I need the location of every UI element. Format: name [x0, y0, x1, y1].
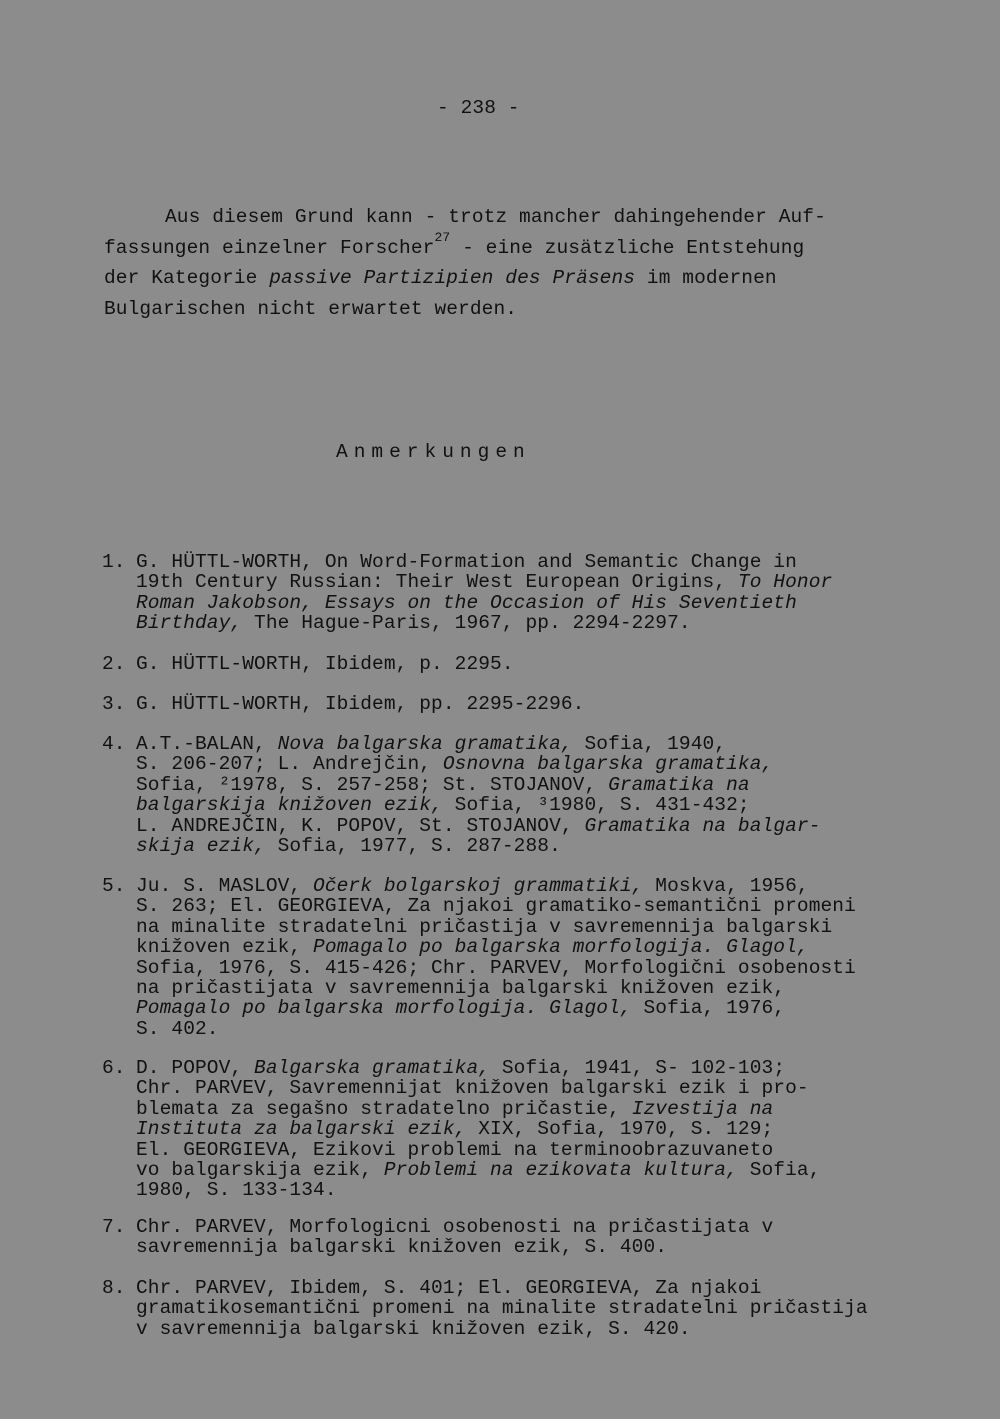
- footnote-line: [136, 593, 797, 613]
- footnote-line: [136, 572, 832, 592]
- footnote-number: 6.: [102, 1057, 126, 1079]
- paragraph-text: der Kategorie: [104, 267, 270, 289]
- footnote-text: 19th Century Russian: Their West European Origins,: [136, 571, 738, 594]
- footnote-text: S. 402.: [136, 1017, 219, 1040]
- paragraph-line-3: [104, 268, 777, 288]
- notes-heading: Anmerkungen: [336, 441, 531, 463]
- footnote-line: [136, 836, 561, 856]
- footnote-italic-title: Pomagalo po balgarska morfologija. Glagol,: [136, 997, 632, 1020]
- footnote-line: [136, 958, 856, 978]
- footnote-line: [136, 1237, 667, 1257]
- footnote-text: gramatikosemantični promeni na minalite stradatelni pričastija: [136, 1297, 868, 1320]
- footnote-line: [136, 978, 785, 998]
- footnote-text: v savremennija balgarski knižoven ezik, S. 420.: [136, 1317, 691, 1340]
- footnote-text: A.T.-BALAN,: [136, 733, 278, 755]
- footnote-number: 8.: [102, 1277, 126, 1299]
- footnote-line: [136, 1140, 773, 1160]
- footnote-number: 3.: [102, 693, 126, 715]
- footnote-line: [136, 1217, 773, 1237]
- footnote-ref-27: 27: [434, 230, 451, 245]
- footnote-text: S. 263; El. GEORGIEVA, Za njakoi gramatiko-semantični promeni: [136, 895, 856, 918]
- footnote-line: [136, 876, 809, 896]
- footnote-line: [136, 1119, 773, 1139]
- footnote-italic-title: Izvestija na: [631, 1097, 774, 1120]
- footnote-italic-title: Roman Jakobson, Essays on the Occasion of His Seventieth: [136, 591, 797, 614]
- footnote-text: S. 206-207; L. Andrejčin,: [136, 753, 443, 776]
- footnote-text: Ju. S. MASLOV,: [136, 875, 314, 897]
- footnote-text: G. HÜTTL-WORTH, Ibidem, p. 2295.: [136, 653, 514, 675]
- footnote-text: G. HÜTTL-WORTH, Ibidem, pp. 2295-2296.: [136, 693, 585, 715]
- footnote-line: [136, 1019, 219, 1039]
- footnote-text: na pričastijata v savremennija balgarski knižoven ezik,: [136, 977, 786, 999]
- footnote-text: knižoven ezik,: [136, 936, 314, 959]
- footnote-italic-title: Birthday,: [136, 612, 243, 635]
- footnote-italic-title: balgarskija knižoven ezik,: [136, 794, 443, 817]
- paragraph-text: fassungen einzelner Forscher: [104, 237, 435, 259]
- footnote-text: na minalite stradatelni pričastija v savremennija balgarski: [136, 915, 833, 938]
- paragraph-italic-term: passive Partizipien des Präsens: [269, 267, 636, 289]
- footnote-line: [136, 1160, 821, 1180]
- footnote-italic-title: Osnovna balgarska gramatika,: [442, 753, 774, 776]
- footnote-text: D. POPOV,: [136, 1057, 255, 1079]
- footnote-text: Sofia,: [737, 1159, 821, 1181]
- paragraph-text: im modernen: [635, 267, 777, 289]
- footnote-text: Sofia, 1977, S. 287-288.: [265, 835, 561, 857]
- footnote-line: [136, 816, 821, 836]
- footnote-text: blemata za segašno stradatelno pričastie,: [136, 1097, 632, 1120]
- footnote-text: The Hague-Paris, 1967, pp. 2294-2297.: [242, 612, 691, 635]
- footnote-line: [136, 1319, 691, 1339]
- footnote-text: 1980, S. 133-134.: [136, 1179, 337, 1202]
- footnote-italic-title: Balgarska gramatika,: [254, 1057, 491, 1079]
- footnote-line: [136, 613, 691, 633]
- footnote-italic-title: Problemi na ezikovata kultura,: [383, 1159, 738, 1181]
- footnote-italic-title: Gramatika na: [608, 773, 750, 796]
- footnote-text: Sofia, ³1980, S. 431-432;: [442, 794, 750, 817]
- footnote-italic-title: Gramatika na balgar-: [584, 814, 821, 837]
- footnote-line: [136, 754, 773, 774]
- footnote-number: 5.: [102, 875, 126, 897]
- footnote-line: [136, 654, 514, 674]
- footnote-line: [136, 917, 832, 937]
- paragraph-line-2: [104, 230, 805, 259]
- footnote-line: [136, 896, 856, 916]
- paragraph-text: - eine zusätzliche Entstehung: [450, 237, 805, 259]
- footnote-text: Moskva, 1956,: [643, 875, 809, 897]
- footnote-italic-title: skija ezik,: [136, 835, 266, 857]
- footnote-number: 7.: [102, 1216, 126, 1238]
- footnote-line: [136, 734, 726, 754]
- footnote-italic-title: Očerk bolgarskoj grammatiki,: [313, 875, 644, 897]
- footnote-italic-title: Nova balgarska gramatika,: [277, 733, 573, 755]
- footnote-text: Sofia, ²1978, S. 257-258; St. STOJANOV,: [136, 773, 609, 796]
- footnote-text: Sofia, 1940,: [572, 733, 727, 755]
- footnote-number: 4.: [102, 733, 126, 755]
- footnote-line: [136, 937, 809, 957]
- paragraph-line-4: Bulgarischen nicht erwartet werden.: [104, 298, 518, 320]
- footnote-italic-title: To Honor: [737, 571, 833, 594]
- footnote-line: [136, 1099, 773, 1119]
- footnote-line: [136, 1180, 337, 1200]
- footnote-line: [136, 1078, 809, 1098]
- footnote-line: [136, 1058, 785, 1078]
- footnote-text: Chr. PARVEV, Savremennijat knižoven balgarski ezik i pro-: [136, 1077, 809, 1100]
- footnote-line: [136, 1278, 762, 1298]
- footnote-text: Sofia, 1976,: [631, 997, 786, 1020]
- footnote-text: Chr. PARVEV, Ibidem, S. 401; El. GEORGIEVA, Za njakoi: [136, 1277, 762, 1299]
- footnote-text: L. ANDREJČIN, K. POPOV, St. STOJANOV,: [136, 814, 585, 837]
- footnote-text: Sofia, 1941, S- 102-103;: [490, 1057, 786, 1079]
- footnote-line: [136, 552, 797, 572]
- footnote-text: Chr. PARVEV, Morfologicni osobenosti na pričastijata v: [136, 1216, 774, 1238]
- paragraph-line-1: Aus diesem Grund kann - trotz mancher dahingehender Auf-: [165, 206, 826, 228]
- footnote-text: XIX, Sofia, 1970, S. 129;: [466, 1118, 774, 1141]
- footnote-text: savremennija balgarski knižoven ezik, S. 400.: [136, 1236, 668, 1259]
- footnote-number: 1.: [102, 551, 126, 573]
- footnote-text: El. GEORGIEVA, Ezikovi problemi na terminoobrazuvaneto: [136, 1138, 774, 1161]
- footnote-line: [136, 775, 750, 795]
- footnote-text: Sofia, 1976, S. 415-426; Chr. PARVEV, Morfologični osobenosti: [136, 956, 856, 979]
- footnote-line: [136, 998, 785, 1018]
- footnote-text: G. HÜTTL-WORTH, On Word-Formation and Semantic Change in: [136, 551, 797, 573]
- footnote-number: 2.: [102, 653, 126, 675]
- footnote-italic-title: Instituta za balgarski ezik,: [136, 1118, 467, 1141]
- footnote-text: vo balgarskija ezik,: [136, 1159, 384, 1181]
- footnote-line: [136, 795, 750, 815]
- footnote-line: [136, 694, 584, 714]
- footnote-italic-title: Pomagalo po balgarska morfologija. Glagol,: [313, 936, 809, 959]
- page-number: - 238 -: [437, 97, 520, 119]
- footnote-line: [136, 1298, 868, 1318]
